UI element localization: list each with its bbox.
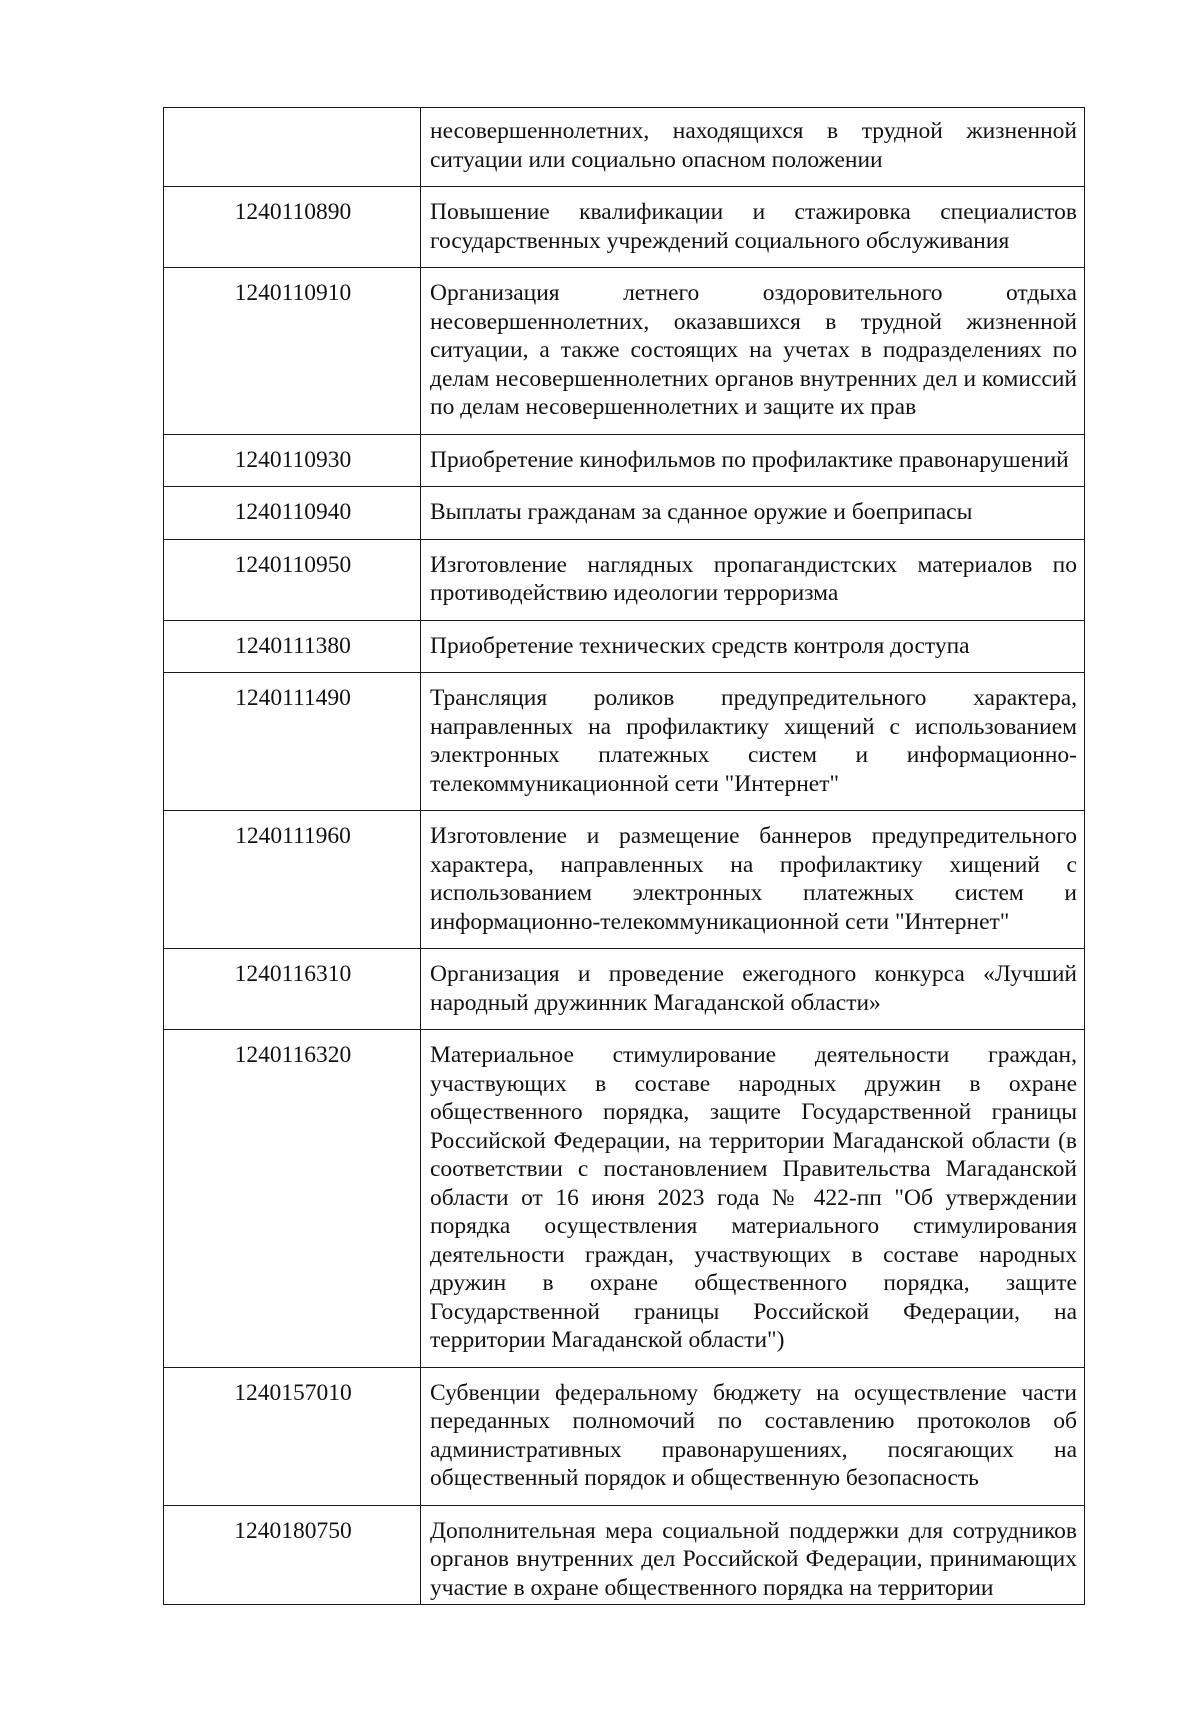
table-row [164,1505,1085,1605]
code-cell: 1240110940 [164,487,421,540]
table-row [164,487,1085,540]
budget-codes-table [163,107,1085,1605]
description-cell: Дополнительная мера социальной поддержки для сотрудников органов внутренних дел Российской Федерации, принимающих участие в охране общественного порядка на территории [421,1505,1085,1605]
table-row [164,949,1085,1030]
code-cell: 1240110930 [164,434,421,487]
description-cell: Приобретение технических средств контроля доступа [421,620,1085,673]
description-cell: Субвенции федеральному бюджету на осуществление части переданных полномочий по составлению протоколов об административных правонарушениях, посягающих на общественный порядок и общественную безопасность [421,1367,1085,1505]
table-row [164,539,1085,620]
description-cell: Организация летнего оздоровительного отдыха несовершеннолетних, оказавшихся в трудной жизненной ситуации, а также состоящих на учетах в подразделениях по делам несовершеннолетних органов внутренних дел и комиссий по делам несовершеннолетних и защите их прав [421,268,1085,435]
code-cell: 1240111960 [164,811,421,949]
description-cell: Организация и проведение ежегодного конкурса «Лучший народный дружинник Магаданской области» [421,949,1085,1030]
code-cell: 1240111380 [164,620,421,673]
table-row [164,434,1085,487]
description-cell: Изготовление наглядных пропагандистских материалов по противодействию идеологии терроризма [421,539,1085,620]
description-cell: Трансляция роликов предупредительного характера, направленных на профилактику хищений с использованием электронных платежных систем и информационно-телекоммуникационной сети "Интернет" [421,673,1085,811]
code-cell: 1240110890 [164,187,421,268]
table-row [164,187,1085,268]
code-cell: 1240116320 [164,1030,421,1368]
description-cell: Материальное стимулирование деятельности граждан, участвующих в составе народных дружин в охране общественного порядка, защите Государственной границы Российской Федерации, на территории Магаданской области (в соответствии с постановлением Правительства Магаданской области от 16 июня 2023 года № 422-пп "Об утверждении порядка осуществления материального стимулирования деятельности граждан, участвующих в составе народных дружин в охране общественного порядка, защите Государственной границы Российской Федерации, на территории Магаданской области") [421,1030,1085,1368]
table-row [164,811,1085,949]
code-cell: 1240110910 [164,268,421,435]
code-cell [164,108,421,187]
code-cell: 1240111490 [164,673,421,811]
description-cell: несовершеннолетних, находящихся в трудной жизненной ситуации или социально опасном положении [421,108,1085,187]
description-cell: Повышение квалификации и стажировка специалистов государственных учреждений социального обслуживания [421,187,1085,268]
description-cell: Выплаты гражданам за сданное оружие и боеприпасы [421,487,1085,540]
table-row [164,108,1085,187]
code-cell: 1240110950 [164,539,421,620]
table-row [164,268,1085,435]
description-cell: Приобретение кинофильмов по профилактике правонарушений [421,434,1085,487]
code-cell: 1240157010 [164,1367,421,1505]
table-row [164,1367,1085,1505]
table-row [164,620,1085,673]
code-cell: 1240180750 [164,1505,421,1605]
description-cell: Изготовление и размещение баннеров предупредительного характера, направленных на профилактику хищений с использованием электронных платежных систем и информационно-телекоммуникационной сети "Интернет" [421,811,1085,949]
code-cell: 1240116310 [164,949,421,1030]
table-row [164,1030,1085,1368]
table-row [164,673,1085,811]
